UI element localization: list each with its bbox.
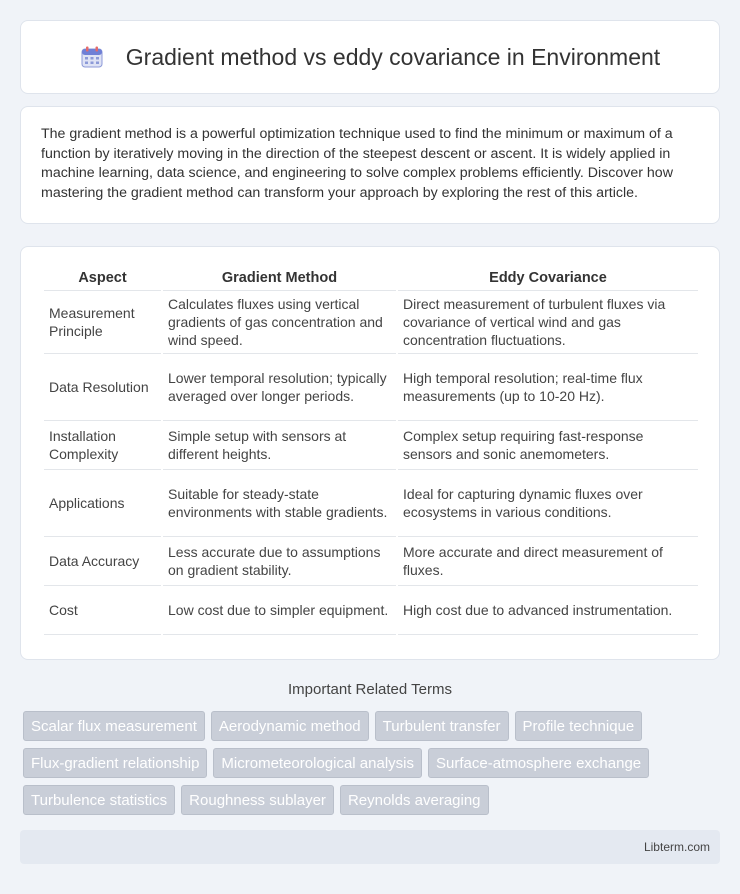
table-header-row: [44, 265, 698, 291]
table-cell: Low cost due to simpler equipment.: [163, 586, 396, 635]
table-cell: Lower temporal resolution; typically averaged over longer periods.: [163, 354, 396, 421]
related-term-tag[interactable]: Aerodynamic method: [211, 711, 369, 741]
related-term-tag[interactable]: Surface-atmosphere exchange: [428, 748, 649, 778]
table-cell: Ideal for capturing dynamic fluxes over ecosystems in various conditions.: [398, 470, 698, 537]
table-cell: Less accurate due to assumptions on gradient stability.: [163, 537, 396, 586]
intro-card: [20, 106, 720, 224]
table-cell: Direct measurement of turbulent fluxes via covariance of vertical wind and gas concentration fluctuations.: [398, 291, 698, 354]
table-cell: Installation Complexity: [44, 421, 161, 470]
table-cell: Calculates fluxes using vertical gradients of gas concentration and wind speed.: [163, 291, 396, 354]
comparison-table: [42, 265, 700, 635]
related-term-tag[interactable]: Turbulent transfer: [375, 711, 509, 741]
table-row: [44, 470, 698, 537]
title-card: [20, 20, 720, 94]
calendar-icon: [80, 45, 104, 69]
column-header: Aspect: [44, 265, 161, 291]
table-cell: Applications: [44, 470, 161, 537]
related-term-tag[interactable]: Reynolds averaging: [340, 785, 489, 815]
table-cell: More accurate and direct measurement of fluxes.: [398, 537, 698, 586]
comparison-table-card: [20, 246, 720, 660]
table-row: [44, 537, 698, 586]
table-row: [44, 421, 698, 470]
table-cell: Measurement Principle: [44, 291, 161, 354]
table-cell: Cost: [44, 586, 161, 635]
related-terms-tags: [20, 711, 720, 815]
table-row: [44, 354, 698, 421]
related-term-tag[interactable]: Scalar flux measurement: [23, 711, 205, 741]
related-term-tag[interactable]: Roughness sublayer: [181, 785, 334, 815]
column-header: Gradient Method: [163, 265, 396, 291]
table-cell: Data Resolution: [44, 354, 161, 421]
related-term-tag[interactable]: Turbulence statistics: [23, 785, 175, 815]
table-row: [44, 291, 698, 354]
column-header: Eddy Covariance: [398, 265, 698, 291]
table-cell: High cost due to advanced instrumentation.: [398, 586, 698, 635]
related-terms-section: [20, 681, 720, 815]
related-term-tag[interactable]: Micrometeorological analysis: [213, 748, 422, 778]
intro-text: The gradient method is a powerful optimization technique used to find the minimum or maximum of a function by iteratively moving in the direction of the steepest descent or ascent. It is widely applied in machine learning, data science, and engineering to solve complex problems efficiently. Discover how mastering the gradient method can transform your approach by exploring the rest of this article.: [41, 126, 673, 201]
footer-site-link[interactable]: Libterm.com: [643, 840, 710, 854]
related-terms-title: Important Related Terms: [288, 681, 452, 698]
page-title: Gradient method vs eddy covariance in Environment: [125, 43, 661, 70]
table-cell: Simple setup with sensors at different heights.: [163, 421, 396, 470]
related-term-tag[interactable]: Profile technique: [515, 711, 643, 741]
table-cell: Suitable for steady-state environments with stable gradients.: [163, 470, 396, 537]
table-cell: High temporal resolution; real-time flux measurements (up to 10-20 Hz).: [398, 354, 698, 421]
footer: [20, 830, 720, 864]
related-term-tag[interactable]: Flux-gradient relationship: [23, 748, 207, 778]
table-cell: Data Accuracy: [44, 537, 161, 586]
table-cell: Complex setup requiring fast-response sensors and sonic anemometers.: [398, 421, 698, 470]
table-row: [44, 586, 698, 635]
